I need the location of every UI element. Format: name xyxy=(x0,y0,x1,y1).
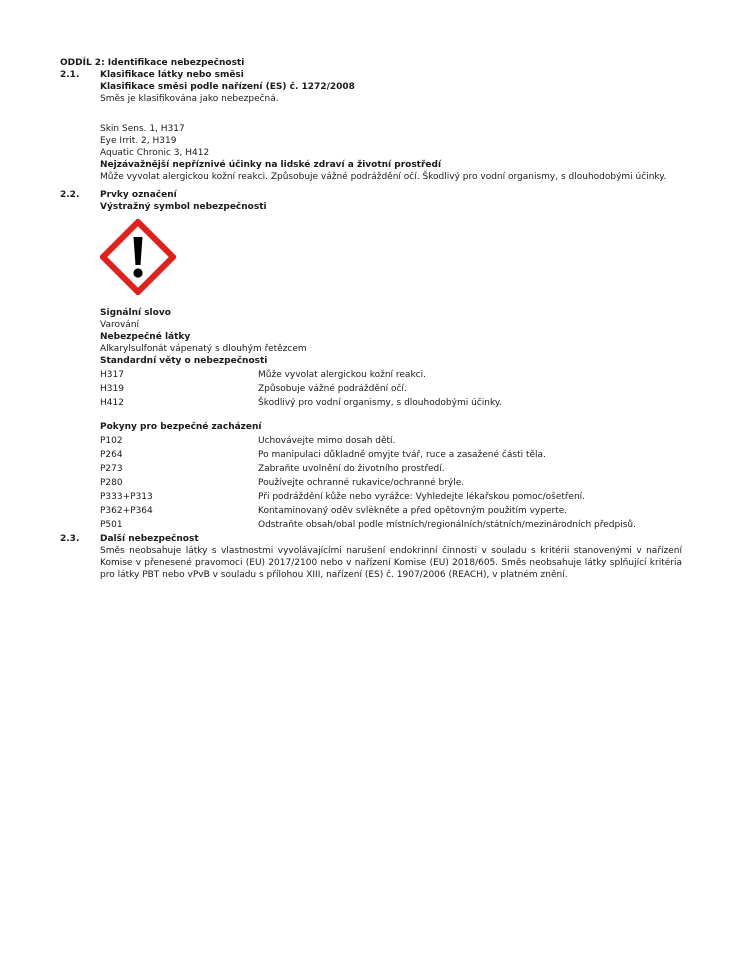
precautionary-statement-row xyxy=(100,505,682,517)
statement-code: P264 xyxy=(100,450,123,460)
signal-word-heading: Signální slovo xyxy=(100,308,171,318)
subsection-number: 2.3. xyxy=(60,534,80,544)
hazard-statement-row xyxy=(100,369,682,381)
section-title: ODDÍL 2: Identifikace nebezpečnosti xyxy=(60,58,245,68)
hazardous-substance: Alkarylsulfonát vápenatý s dlouhým řetězcem xyxy=(100,344,307,354)
precautionary-statement-row xyxy=(100,435,682,447)
statement-text: Kontaminovaný oděv svlékněte a před opětovným použitím vyperte. xyxy=(258,506,568,516)
precautionary-heading: Pokyny pro bezpečné zacházení xyxy=(100,422,262,432)
precautionary-statement-row xyxy=(100,519,682,531)
statement-code: H319 xyxy=(100,384,124,394)
precautionary-statement-row xyxy=(100,463,682,475)
section-2 xyxy=(60,57,682,581)
classified-text: Směs je klasifikována jako nebezpečná. xyxy=(100,94,279,104)
statement-code: P280 xyxy=(100,478,123,488)
statement-code: H412 xyxy=(100,398,124,408)
signal-word: Varování xyxy=(100,320,140,330)
classification-heading: Klasifikace směsi podle nařízení (ES) č. 1272/2008 xyxy=(100,82,355,92)
pictogram-heading: Výstražný symbol nebezpečnosti xyxy=(100,202,267,212)
statement-code: H317 xyxy=(100,370,124,380)
statement-text: Odstraňte obsah/obal podle místních/regionálních/státních/mezinárodních předpisů. xyxy=(258,520,636,530)
hazard-class-item: Skin Sens. 1, H317 xyxy=(100,124,185,134)
statement-text: Zabraňte uvolnění do životního prostředí. xyxy=(258,464,445,474)
hazard-class-item: Aquatic Chronic 3, H412 xyxy=(100,148,210,158)
subsection-title: Prvky označení xyxy=(100,190,177,200)
statement-code: P102 xyxy=(100,436,123,446)
subsection-number: 2.2. xyxy=(60,190,80,200)
statement-code: P333+P313 xyxy=(100,492,153,502)
other-hazards-text: Směs neobsahuje látky s vlastnostmi vyvolávajícími narušení endokrinní činnosti v souladu s kritérii stanovenými v nařízení Komise v přenesené pravomoci (EU) 2017/2100 nebo v nařízení Komise (EU) 2018/605. Směs neobsahuje látky splňující kritéria pro látky PBT nebo vPvB v souladu s přílohou XIII, nařízení (ES) č. 1907/2006 (REACH), v platném znění. xyxy=(100,546,682,580)
exclamation-mark-ghs07-icon xyxy=(100,219,176,295)
hazard-statement-row xyxy=(100,383,682,395)
statement-code: P362+P364 xyxy=(100,506,153,516)
effects-heading: Nejzávažnější nepříznivé účinky na lidské zdraví a životní prostředí xyxy=(100,160,442,170)
precautionary-statement-row xyxy=(100,491,682,503)
statement-text: Způsobuje vážné podráždění očí. xyxy=(258,384,407,394)
effects-text: Může vyvolat alergickou kožní reakci. Způsobuje vážné podráždění očí. Škodlivý pro vodní organismy, s dlouhodobými účinky. xyxy=(100,172,667,182)
statement-text: Může vyvolat alergickou kožní reakci. xyxy=(258,370,426,380)
subsection-title: Další nebezpečnost xyxy=(100,534,199,544)
subsection-2-2 xyxy=(60,189,682,531)
precautionary-statement-row xyxy=(100,477,682,489)
subsection-title: Klasifikace látky nebo směsi xyxy=(100,70,244,80)
subsection-2-3 xyxy=(60,533,682,581)
precautionary-statement-row xyxy=(100,449,682,461)
subsection-2-1 xyxy=(60,69,682,183)
hazardous-substances-heading: Nebezpečné látky xyxy=(100,332,191,342)
statement-text: Škodlivý pro vodní organismy, s dlouhodobými účinky. xyxy=(258,398,502,408)
subsection-number: 2.1. xyxy=(60,70,80,80)
statement-text: Používejte ochranné rukavice/ochranné brýle. xyxy=(258,478,465,488)
statement-text: Při podráždění kůže nebo vyrážce: Vyhledejte lékařskou pomoc/ošetření. xyxy=(258,492,586,502)
statement-code: P501 xyxy=(100,520,123,530)
statement-text: Uchovávejte mimo dosah dětí. xyxy=(258,436,396,446)
hazard-statements-heading: Standardní věty o nebezpečnosti xyxy=(100,356,268,366)
hazard-statement-row xyxy=(100,397,682,409)
statement-code: P273 xyxy=(100,464,123,474)
hazard-class-item: Eye Irrit. 2, H319 xyxy=(100,136,177,146)
statement-text: Po manipulaci důkladně omyjte tvář, ruce a zasažené části těla. xyxy=(258,450,546,460)
